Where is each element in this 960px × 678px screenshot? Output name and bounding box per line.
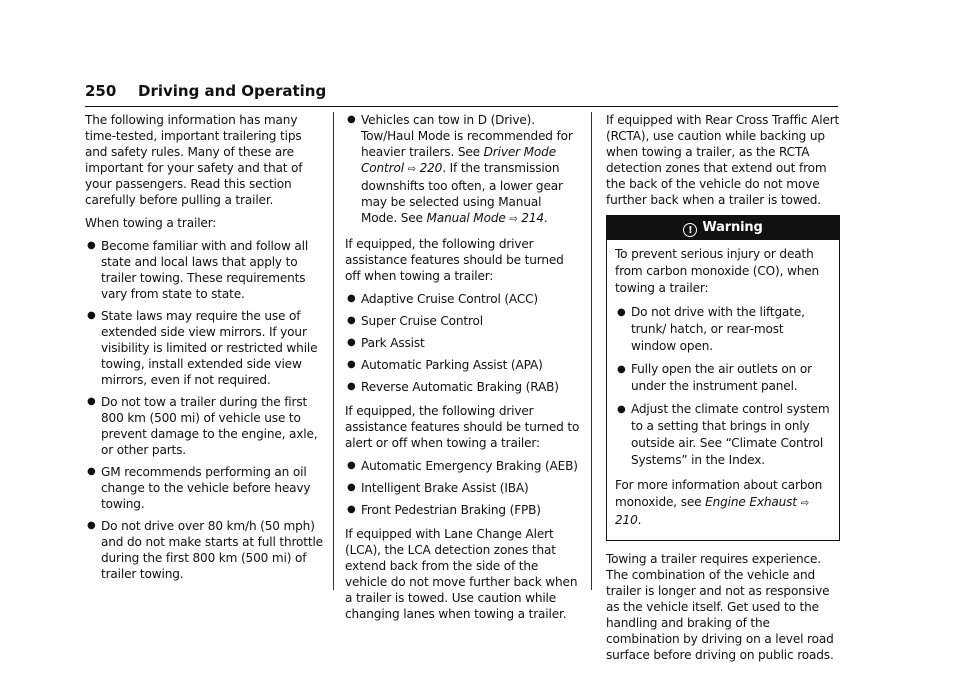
features-off-intro: If equipped, the following driver assistance features should be turned off when towing a trailer: [345, 237, 564, 283]
list-item: ● Automatic Parking Assist (APA) [347, 358, 543, 372]
rcta-paragraph: If equipped with Rear Cross Traffic Alert (RCTA), use caution while backing up when towing a trailer, as the RCTA detection zones that extend out from the back of the vehicle do not move further back when a trailer is towed. [606, 113, 840, 207]
bullet-icon: ● [617, 364, 626, 375]
list-item: ● Front Pedestrian Braking (FPB) [347, 503, 541, 517]
towing-lead: When towing a trailer: [85, 216, 217, 230]
bullet-icon: ● [347, 337, 356, 348]
bullet-icon: ● [347, 114, 356, 125]
list-item: ● Vehicles can tow in D (Drive). Tow/Haul Mode is recommended for heavier trailers. See Driver Mode Control ⇨ 220. If the transmission downshifts too often, a lower gear may be selected using Manual Mode. See Manual Mode ⇨ 214. [347, 113, 573, 225]
page-ref-icon: ⇨ [407, 164, 416, 175]
bullet-icon: ● [87, 466, 96, 477]
page-number: 250 [85, 82, 117, 100]
bullet-icon: ● [617, 307, 626, 318]
bullet-icon: ● [347, 504, 356, 515]
bullet-icon: ● [617, 404, 626, 415]
list-item: ● Adjust the climate control system to a setting that brings in only outside air. See “Climate Control Systems” in the Index. [617, 402, 830, 467]
column-right [606, 112, 840, 670]
column-divider [591, 112, 592, 590]
warning-title: Warning [702, 220, 763, 235]
page-header [85, 80, 838, 107]
closing-paragraph: Towing a trailer requires experience. The combination of the vehicle and trailer is longer and not as responsive as the vehicle itself. Get used to the handling and braking of the combination by driving on a level road surface before driving on public roads. [606, 552, 834, 662]
intro-paragraph: The following information has many time-tested, important trailering tips and safety rules. Many of these are important for your safety and that of your passengers. Read this section carefully before pulling a trailer. [85, 113, 303, 207]
towing-tips-list [85, 238, 325, 582]
lca-paragraph: If equipped with Lane Change Alert (LCA), the LCA detection zones that extend back from the side of the vehicle do not move further back when a trailer is towed. Use caution while changing lanes when towing a trailer. [345, 527, 578, 621]
warning-header [607, 216, 839, 240]
list-item: ● Park Assist [347, 336, 425, 350]
bullet-icon: ● [347, 293, 356, 304]
page-ref-220[interactable]: 220 [419, 161, 443, 175]
manual-mode-link[interactable]: Manual Mode [426, 211, 506, 225]
list-item: ● Intelligent Brake Assist (IBA) [347, 481, 529, 495]
bullet-icon: ● [347, 359, 356, 370]
bullet-icon: ● [87, 310, 96, 321]
warning-list [615, 304, 831, 469]
list-item: ● Do not drive over 80 km/h (50 mph) and do not make starts at full throttle during the first 800 km (500 mi) of trailer towing. [87, 519, 323, 581]
bullet-icon: ● [87, 396, 96, 407]
list-item: ● Reverse Automatic Braking (RAB) [347, 380, 559, 394]
page-ref-icon: ⇨ [509, 214, 518, 225]
list-item: ● Do not drive with the liftgate, trunk/ hatch, or rear-most window open. [617, 305, 805, 353]
column-left [85, 112, 325, 590]
driver-mode-control-link[interactable]: Driver Mode Control [361, 145, 556, 175]
features-off-list [345, 291, 581, 395]
bullet-icon: ● [87, 520, 96, 531]
page-ref-214[interactable]: 214 [521, 211, 544, 225]
column-middle [345, 112, 581, 629]
warning-intro: To prevent serious injury or death from carbon monoxide (CO), when towing a trailer: [615, 247, 820, 295]
list-item: ● GM recommends performing an oil change to the vehicle before heavy towing. [87, 465, 311, 511]
list-item: ● State laws may require the use of extended side view mirrors. If your visibility is limited or restricted while towing, install extended side view mirrors, even if not required. [87, 309, 318, 387]
list-item: ● Automatic Emergency Braking (AEB) [347, 459, 578, 473]
engine-exhaust-link[interactable]: Engine Exhaust [705, 495, 797, 509]
bullet-icon: ● [347, 460, 356, 471]
list-item: ● Do not tow a trailer during the first 800 km (500 mi) of vehicle use to prevent damage to the engine, axle, or other parts. [87, 395, 318, 457]
list-item: ● Super Cruise Control [347, 314, 484, 328]
list-item: ● Fully open the air outlets on or under the instrument panel. [617, 362, 812, 393]
bullet-icon: ● [347, 381, 356, 392]
page-ref-icon: ⇨ [800, 498, 809, 509]
page-ref-210[interactable]: 210 [615, 513, 638, 527]
features-alert-list [345, 458, 581, 518]
list-item: ● Become familiar with and follow all state and local laws that apply to trailer towing. These requirements vary from state to state. [87, 239, 309, 301]
warning-icon: ! [683, 223, 697, 237]
warning-body [607, 240, 839, 540]
warning-box [606, 215, 840, 541]
list-item: ● Adaptive Cruise Control (ACC) [347, 292, 538, 306]
drive-mode-list [345, 112, 581, 228]
bullet-icon: ● [347, 482, 356, 493]
warning-more-info: For more information about carbon monoxide, see Engine Exhaust ⇨ 210. [615, 478, 823, 527]
column-divider [333, 112, 334, 590]
features-alert-intro: If equipped, the following driver assistance features should be turned to alert or off when towing a trailer: [345, 404, 580, 450]
section-title: Driving and Operating [138, 82, 327, 100]
bullet-icon: ● [87, 240, 96, 251]
bullet-icon: ● [347, 315, 356, 326]
